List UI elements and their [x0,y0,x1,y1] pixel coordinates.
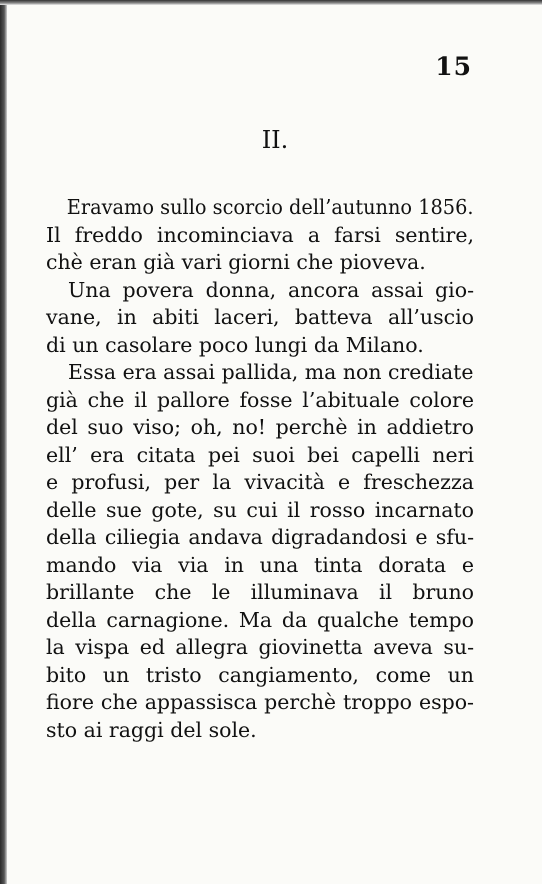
text-line: Eravamo sullo scorcio dell’autunno 1856. [66,195,474,219]
text-line: la vispa ed allegra giovinetta aveva su- [46,635,474,659]
text-line: della ciliegia andava digradandosi e sfu- [46,525,474,549]
text-line: della carnagione. Ma da qualche tempo [46,607,474,632]
body-text [46,194,474,744]
text-line: mando via via in una tinta dorata e [46,552,474,577]
text-line: ell’ era citata pei suoi bei capelli neri [46,442,474,467]
text-line: fiore che appassisca perchè troppo espo- [46,690,474,714]
text-line: brillante che le illuminava il bruno [46,580,474,604]
text-line: Il freddo incominciava a farsi sentire, [46,222,474,247]
chapter-heading: II. [261,126,289,154]
text-line: di un casolare poco lungi da Milano. [46,332,424,357]
text-line: del suo viso; oh, no! perchè in addietro [46,415,474,439]
text-line: già che il pallore fosse l’abituale colore [46,387,474,412]
text-line: Essa era assai pallida, ma non crediate [67,360,474,384]
text-line: vane, in abiti laceri, batteva all’uscio [46,305,474,329]
text-line: bito un tristo cangiamento, come un [46,662,474,687]
text-line: chè eran già vari giorni che pioveva. [46,250,426,274]
text-line: sto ai raggi del sole. [46,717,257,742]
text-line: Una povera donna, ancora assai gio- [68,277,474,302]
text-line: e profusi, per la vivacità e freschezza [46,470,474,494]
page-top-edge [0,0,542,5]
text-line: delle sue gote, su cui il rosso incarnato [46,497,474,522]
page-number: 15 [435,52,472,81]
